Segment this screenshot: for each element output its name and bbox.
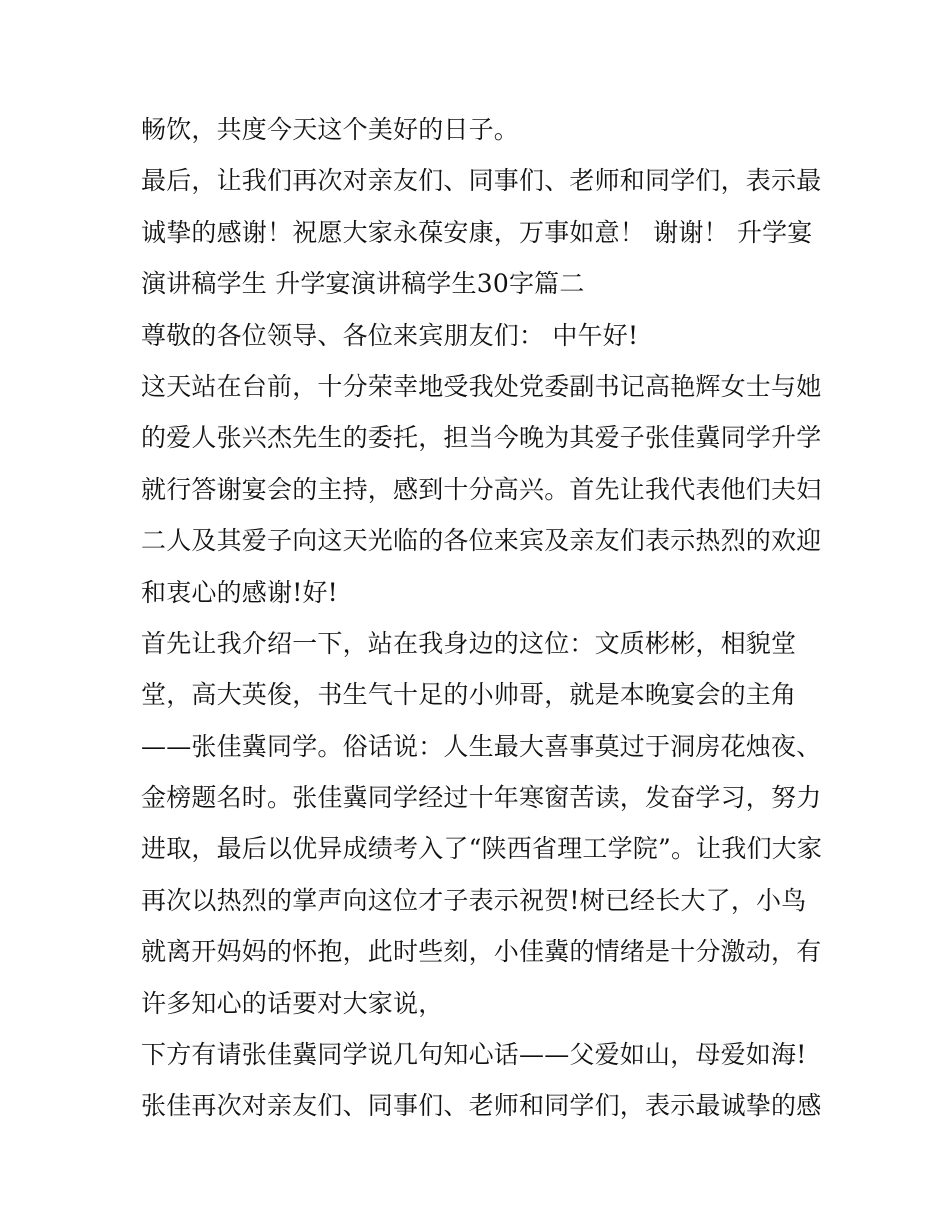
text-line: 的爱人张兴杰先生的委托，担当今晚为其爱子张佳冀同学升学	[141, 423, 822, 453]
text-line: 就行答谢宴会的主持，感到十分高兴。首先让我代表他们夫妇	[141, 474, 822, 504]
text-line: 金榜题名时。张佳冀同学经过十年寒窗苦读，发奋学习，努力	[141, 783, 822, 813]
text-line: 进取，最后以优异成绩考入了“陕西省理工学院”。让我们大家	[141, 834, 823, 864]
text-line: 演讲稿学生 升学宴演讲稿学生30字篇二	[141, 269, 585, 299]
text-line: 再次以热烈的掌声向这位才子表示祝贺!树已经长大了，小鸟	[141, 885, 807, 915]
text-line: 张佳再次对亲友们、同事们、老师和同学们，表示最诚挚的感	[141, 1091, 822, 1121]
text-line: 就离开妈妈的怀抱，此时些刻，小佳冀的情绪是十分激动，有	[141, 937, 822, 967]
text-line: 下方有请张佳冀同学说几句知心话——父爱如山，母爱如海!	[141, 1040, 807, 1070]
text-line: 诚挚的感谢！祝愿大家永葆安康，万事如意！ 谢谢！ 升学宴	[141, 217, 813, 247]
text-line: 许多知心的话要对大家说，	[141, 988, 444, 1018]
text-line: 最后，让我们再次对亲友们、同事们、老师和同学们，表示最	[141, 166, 822, 196]
text-line: 这天站在台前，十分荣幸地受我处党委副书记高艳辉女士与她	[141, 371, 822, 401]
text-line: 畅饮，共度今天这个美好的日子。	[141, 115, 520, 144]
document-body	[141, 104, 821, 1132]
text-line: 首先让我介绍一下，站在我身边的这位：文质彬彬，相貌堂	[141, 628, 797, 658]
text-line: 和衷心的感谢!好!	[141, 577, 338, 607]
text-line: ——张佳冀同学。俗话说：人生最大喜事莫过于洞房花烛夜、	[141, 731, 822, 761]
text-line: 堂，高大英俊，书生气十足的小帅哥，就是本晚宴会的主角	[141, 680, 797, 710]
text-line: 二人及其爱子向这天光临的各位来宾及亲友们表示热烈的欢迎	[141, 526, 822, 556]
text-line: 尊敬的各位领导、各位来宾朋友们： 中午好!	[141, 320, 639, 350]
